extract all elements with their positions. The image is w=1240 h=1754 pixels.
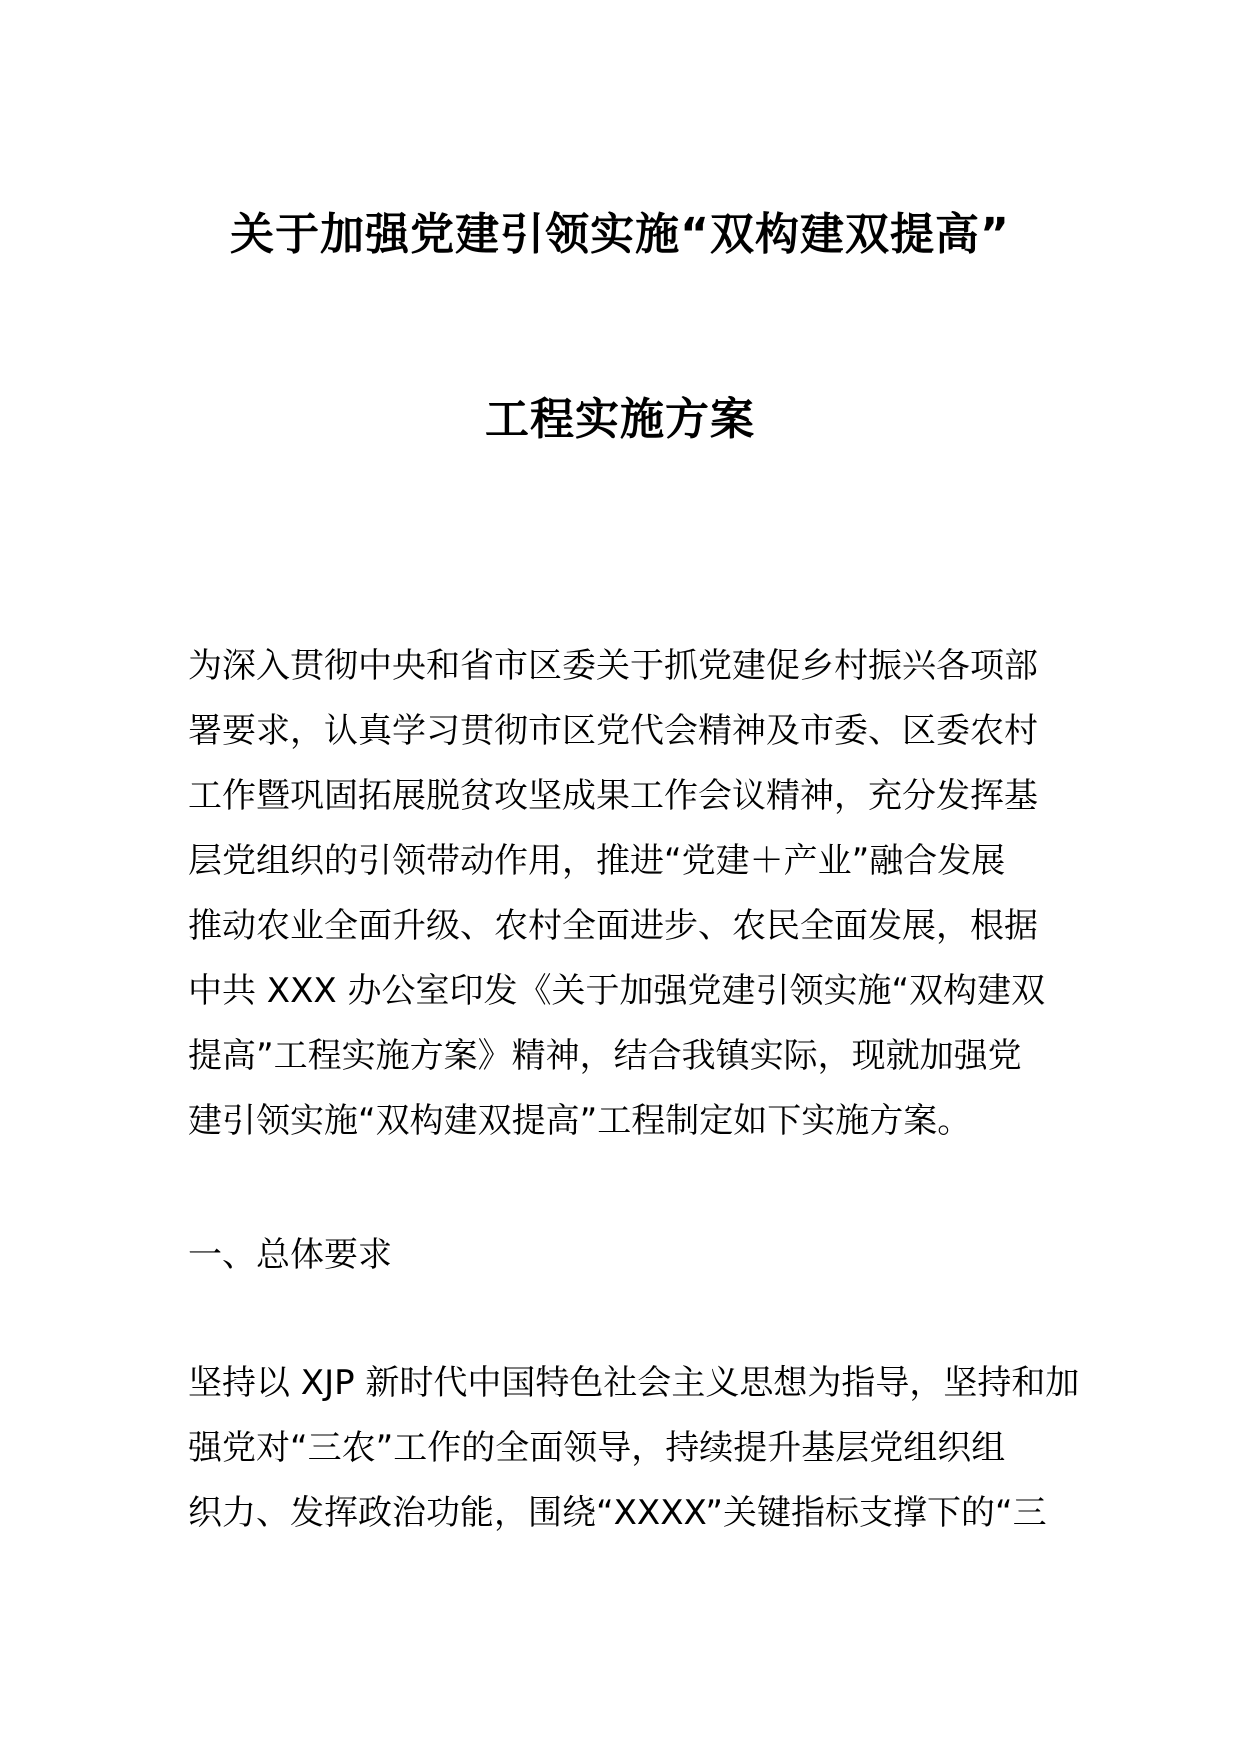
intro-line: 工作暨巩固拓展脱贫攻坚成果工作会议精神，充分发挥基 [188, 776, 1038, 816]
document-title-line-1: 关于加强党建引领实施“双构建双提高” [230, 209, 1010, 260]
intro-line: 建引领实施“双构建双提高”工程制定如下实施方案。 [188, 1101, 972, 1141]
intro-paragraph [188, 634, 1058, 1154]
intro-line: 推动农业全面升级、农村全面进步、农民全面发展，根据 [188, 906, 1038, 946]
intro-line: 为深入贯彻中央和省市区委关于抓党建促乡村振兴各项部 [188, 646, 1038, 686]
section-paragraph [188, 1351, 1080, 1546]
section-line: 坚持以 XJP 新时代中国特色社会主义思想为指导，坚持和加 [188, 1363, 1080, 1403]
section-line: 织力、发挥政治功能，围绕“XXXX”关键指标支撑下的“三 [188, 1493, 1047, 1533]
section-line: 强党对“三农”工作的全面领导，持续提升基层党组织组 [188, 1428, 1006, 1468]
intro-line: 中共 XXX 办公室印发《关于加强党建引领实施“双构建双 [188, 971, 1046, 1011]
section-heading: 一、总体要求 [188, 1235, 392, 1275]
intro-line: 层党组织的引领带动作用，推进“党建＋产业”融合发展 [188, 841, 1006, 881]
intro-line: 署要求，认真学习贯彻市区党代会精神及市委、区委农村 [188, 711, 1038, 751]
document-title-line-2: 工程实施方案 [485, 394, 755, 445]
intro-line: 提高”工程实施方案》精神，结合我镇实际，现就加强党 [188, 1036, 1022, 1076]
